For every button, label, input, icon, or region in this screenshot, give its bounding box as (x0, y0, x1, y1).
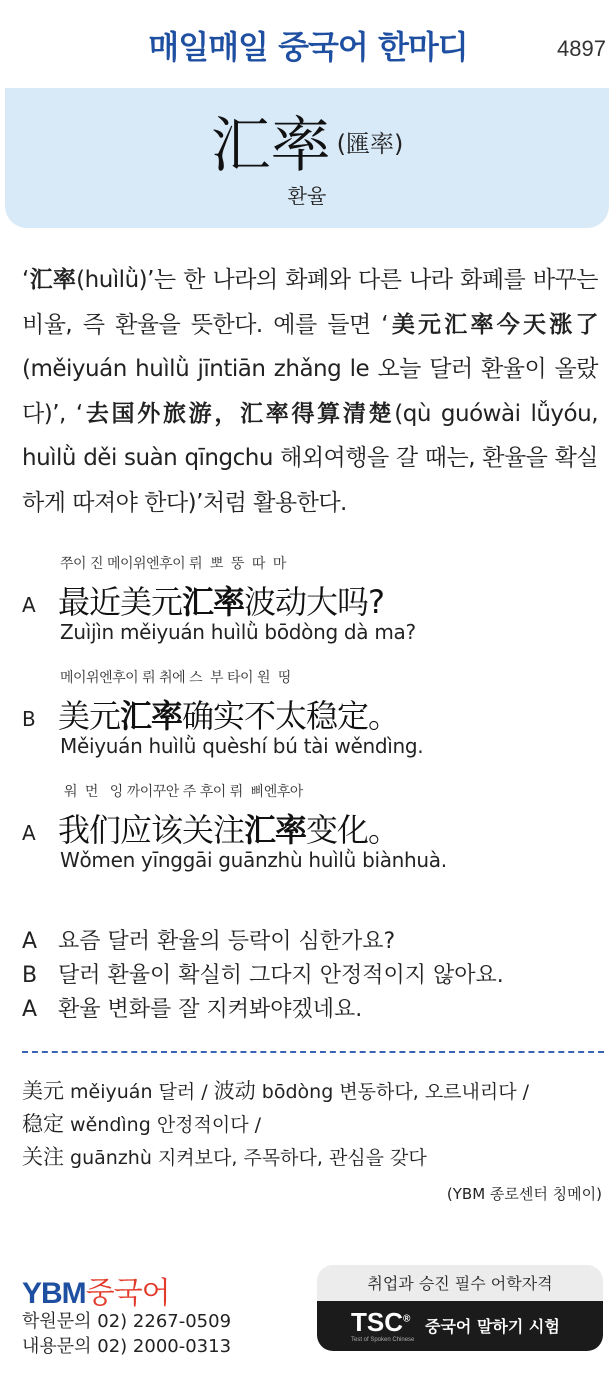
tsc-registered-mark: ® (403, 1313, 411, 1325)
word-chinese: 汇率 (210, 111, 331, 181)
ybm-logo (22, 1268, 170, 1312)
speaker-label: B (22, 963, 38, 988)
tsc-logo-text: TSC (351, 1307, 403, 1337)
word-row (5, 98, 609, 184)
vocab-pinyin: guānzhù (70, 1147, 152, 1169)
speaker-label: A (22, 929, 38, 954)
vocab-line (22, 1141, 602, 1171)
sentence-part: 波动大吗? (244, 583, 385, 621)
translation-line (22, 958, 602, 989)
translation-text: 달러 환율이 확실히 그다지 안정적이지 않아요. (58, 963, 504, 988)
translation-line (22, 924, 602, 955)
sentence-part: 变化。 (306, 811, 400, 849)
explanation-paragraph (22, 258, 598, 525)
vocab-line (22, 1075, 602, 1105)
dashed-divider (22, 1051, 604, 1053)
korean-pronunciation: 워 먼 잉 까이꾸안 주 후이 뤼 삐엔후아 (60, 784, 303, 800)
chinese-sentence (58, 691, 399, 737)
pinyin: Wǒmen yīnggāi guānzhù huìlǜ biànhuà. (60, 848, 447, 872)
chinese-example: 去国外旅游，汇率得算清楚 (82, 400, 395, 427)
speaker-label: A (22, 593, 36, 617)
explanation-text: (huìlǜ)’는 한 나라의 화폐와 다른 나라 화폐를 바꾸는 비율, 즉 환율을 뜻한다. 예를 들면 ‘ (22, 267, 598, 338)
promo-test-name: 중국어 말하기 시험 (425, 1317, 560, 1336)
vocab-line (22, 1108, 602, 1138)
korean-pronunciation: 메이위엔후이 뤼 취에 스 부 타이 원 띵 (60, 670, 291, 686)
keyword-highlight: 汇率 (120, 697, 183, 735)
chinese-example: 美元汇率今天涨了 (388, 311, 598, 338)
speaker-label: A (22, 821, 36, 845)
vocab-meaning: 지켜보다, 주목하다, 관심을 갖다 (157, 1147, 427, 1169)
ybm-brand-suffix: 중국어 (85, 1276, 170, 1311)
explanation-text: ‘ (22, 267, 29, 293)
speaker-label: B (22, 707, 36, 731)
academy-phone: 학원문의 02) 2267-0509 (22, 1311, 232, 1332)
promo-dark-bar (317, 1301, 603, 1351)
vocab-chinese: 波动 (213, 1079, 256, 1103)
vocab-meaning: 변동하다, 오르내리다 / (339, 1081, 530, 1103)
keyword-highlight: 汇率 (182, 583, 245, 621)
sentence-part: 最近美元 (58, 583, 183, 621)
vocab-chinese: 关注 (22, 1145, 64, 1169)
promo-tagline: 취업과 승진 필수 어학자격 (367, 1274, 553, 1293)
translation-line (22, 992, 602, 1023)
vocab-meaning: 달러 / (158, 1081, 208, 1103)
vocab-chinese: 美元 (22, 1079, 64, 1103)
vocab-pinyin: wěndìng (70, 1114, 151, 1136)
translation-text: 요즘 달러 환율의 등락이 심한가요? (58, 929, 396, 954)
ybm-brand: YBM (22, 1277, 86, 1310)
series-title: 매일매일 중국어 한마디 (148, 28, 468, 66)
pinyin: Měiyuán huìlǜ quèshí bú tài wěndìng. (60, 734, 424, 758)
sentence-part: 我们应该关注 (58, 811, 245, 849)
vocab-pinyin: měiyuán (70, 1081, 153, 1103)
word-title-box (5, 88, 609, 228)
speaker-label: A (22, 997, 38, 1022)
chinese-example: 汇率 (28, 267, 77, 293)
explanation-text: (qù guówài lǚyóu, huìlǜ děi suàn qīngchu 해외여행을 갈 때는, 환율을 확실하게 따져야 한다)’처럼 활용한다. (22, 400, 599, 516)
keyword-highlight: 汇率 (244, 811, 307, 849)
word-korean: 환율 (287, 184, 327, 208)
vocab-pinyin: bōdòng (261, 1081, 334, 1103)
tsc-subtitle: Test of Spoken Chinese (351, 1337, 415, 1343)
issue-number: 4897 (557, 36, 606, 61)
vocab-chinese: 稳定 (22, 1112, 64, 1136)
content-phone: 내용문의 02) 2000-0313 (22, 1336, 232, 1357)
chinese-sentence (58, 805, 399, 851)
sentence-part: 美元 (58, 697, 121, 735)
translation-text: 환율 변화를 잘 지켜봐야겠네요. (58, 997, 363, 1022)
vocab-meaning: 안정적이다 / (156, 1114, 262, 1136)
korean-pronunciation: 쭈이 진 메이위엔후이 뤼 뽀 뚱 따 마 (60, 556, 286, 572)
word-traditional: (匯率) (336, 129, 404, 158)
header (0, 0, 616, 88)
tsc-promo-banner (317, 1265, 603, 1351)
tsc-logo (351, 1307, 410, 1338)
pinyin: Zuìjìn měiyuán huìlǜ bōdòng dà ma? (60, 620, 416, 644)
chinese-sentence (58, 577, 384, 623)
author-credit: (YBM 종로센터 칭메이) (446, 1185, 602, 1203)
explanation-text: (měiyuán huìlǜ jīntiān zhǎng le 오늘 달러 환율이 올랐다)’, ‘ (22, 356, 598, 427)
sentence-part: 确实不太稳定。 (182, 697, 400, 735)
